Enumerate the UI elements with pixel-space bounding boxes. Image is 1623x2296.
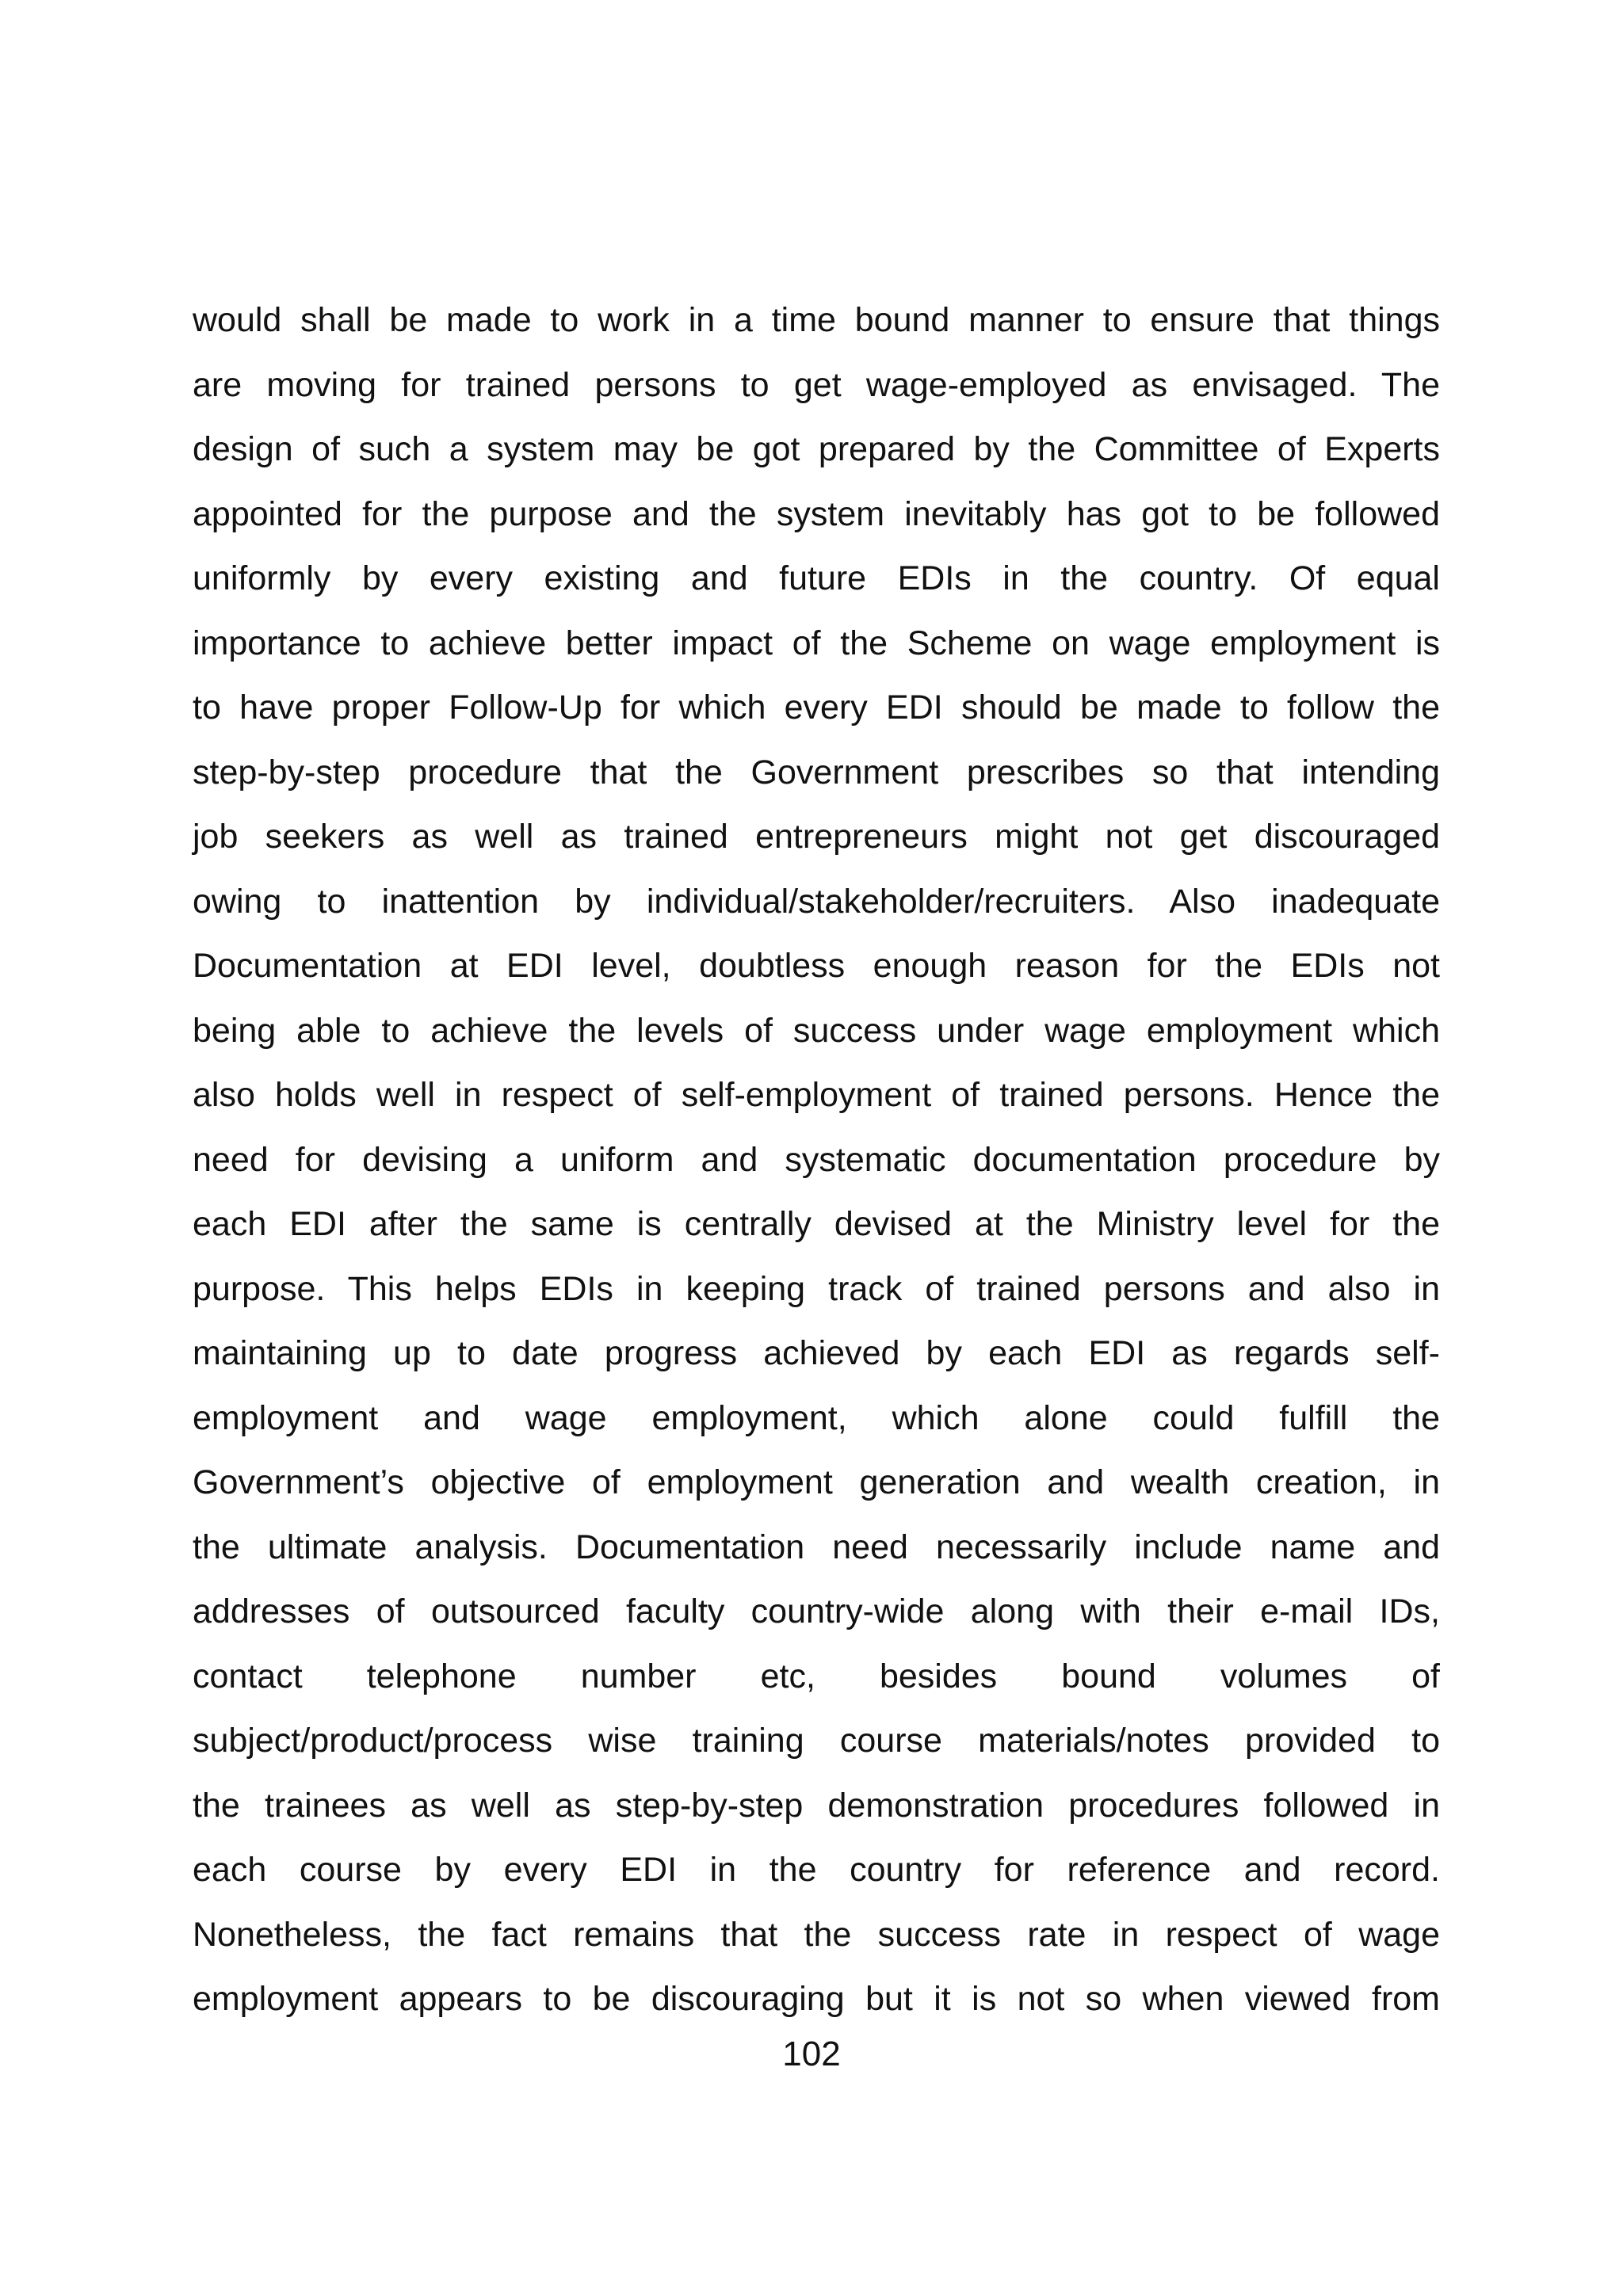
text-line: each course by every EDI in the country for reference and record. — [193, 1851, 1440, 1889]
text-line: are moving for trained persons to get wage-employed as envisaged. The — [193, 365, 1440, 404]
text-line: the trainees as well as step-by-step demonstration procedures followed in — [193, 1786, 1440, 1825]
body-paragraph — [193, 288, 1440, 2032]
text-line: design of such a system may be got prepared by the Committee of Experts — [193, 430, 1440, 468]
text-line: contact telephone number etc, besides bound volumes of — [193, 1657, 1440, 1695]
text-line: Nonetheless, the fact remains that the success rate in respect of wage — [193, 1915, 1440, 1954]
text-line: each EDI after the same is centrally devised at the Ministry level for the — [193, 1205, 1440, 1243]
text-line: Documentation at EDI level, doubtless enough reason for the EDIs not — [193, 947, 1440, 985]
text-line: step-by-step procedure that the Government prescribes so that intending — [193, 753, 1440, 791]
text-line: purpose. This helps EDIs in keeping track of trained persons and also in — [193, 1269, 1440, 1308]
page-number: 102 — [782, 2035, 841, 2073]
text-line: job seekers as well as trained entrepreneurs might not get discouraged — [193, 818, 1440, 856]
text-line: to have proper Follow-Up for which every EDI should be made to follow the — [193, 688, 1440, 727]
text-line: subject/product/process wise training course materials/notes provided to — [193, 1722, 1440, 1760]
text-line: addresses of outsourced faculty country-wide along with their e-mail IDs, — [193, 1592, 1440, 1630]
text-line: employment appears to be discouraging but it is not so when viewed from — [193, 1980, 1440, 2018]
text-line: importance to achieve better impact of the Scheme on wage employment is — [193, 624, 1440, 662]
text-line: uniformly by every existing and future EDIs in the country. Of equal — [193, 559, 1440, 597]
text-line: appointed for the purpose and the system inevitably has got to be followed — [193, 494, 1440, 533]
text-line: also holds well in respect of self-employment of trained persons. Hence the — [193, 1076, 1440, 1114]
text-line: being able to achieve the levels of success under wage employment which — [193, 1011, 1440, 1050]
text-line: Government’s objective of employment generation and wealth creation, in — [193, 1463, 1440, 1501]
text-line: employment and wage employment, which alone could fulfill the — [193, 1398, 1440, 1437]
text-line: the ultimate analysis. Documentation need necessarily include name and — [193, 1527, 1440, 1566]
text-line: maintaining up to date progress achieved by each EDI as regards self- — [193, 1334, 1440, 1372]
text-line: owing to inattention by individual/stakeholder/recruiters. Also inadequate — [193, 882, 1440, 921]
text-line: need for devising a uniform and systematic documentation procedure by — [193, 1140, 1440, 1179]
text-line: would shall be made to work in a time bound manner to ensure that things — [193, 301, 1440, 339]
